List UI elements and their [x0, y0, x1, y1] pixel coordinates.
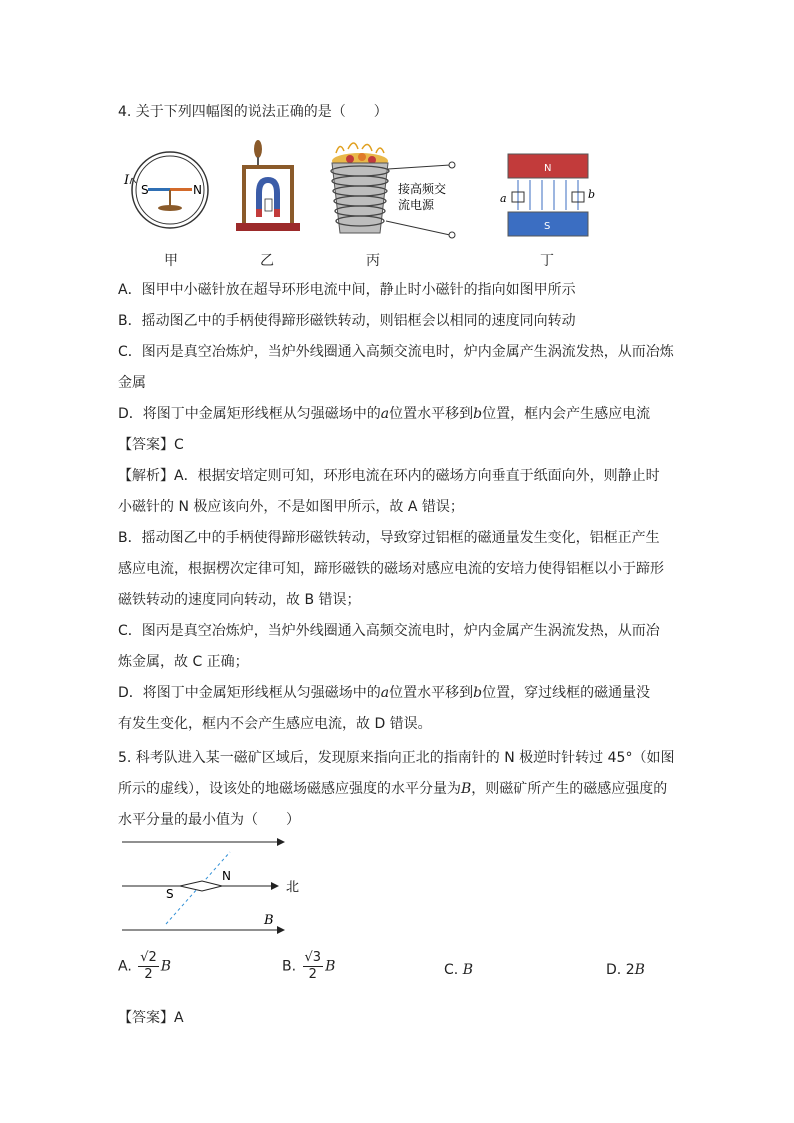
figure-bing-induction-furnace [318, 135, 488, 243]
fig-bing-source-line1: 接高频交 [398, 182, 447, 196]
q4-option-a: A．图甲中小磁针放在超导环形电流中间，静止时小磁针的指向如图甲所示 [118, 282, 576, 298]
q5-stem-line1: 5. 科考队进入某一磁矿区域后，发现原来指向正北的指南针的 N 极逆时针转过 45°（如图 [118, 750, 675, 766]
caption-ding: 丁 [540, 253, 554, 269]
q5-option-d [606, 960, 645, 980]
q4-ex8-post: 位置，穿过线框的磁通量没 [482, 685, 651, 701]
fig-ding-a-label: a [500, 192, 507, 205]
q5-option-c-label: C. [444, 962, 459, 978]
fig-jia-current-label: I [124, 173, 130, 188]
q4-answer: 【答案】C [118, 437, 184, 453]
q5-option-c-B: B [462, 962, 473, 978]
q4-stem: 4. 关于下列四幅图的说法正确的是（ ） [118, 104, 388, 120]
q5-option-b-fraction [303, 950, 324, 983]
q4-option-c-line2: 金属 [118, 375, 146, 391]
q5-option-d-val: 2 [625, 962, 635, 978]
fig-ding-n-label: N [544, 163, 552, 174]
q4-ex8-mid: 位置水平移到 [389, 685, 474, 701]
q4-ex8-a: a [380, 685, 390, 701]
q5-option-a [118, 950, 171, 983]
q4-option-d-a: a [380, 406, 390, 422]
q5-stem-line3: 水平分量的最小值为（ ） [118, 812, 300, 828]
q4-explanation-line9: 有发生变化，框内不会产生感应电流，故 D 错误。 [118, 716, 432, 732]
figure-yi-horseshoe-magnet [232, 135, 304, 240]
fig-ding-b-label: b [588, 188, 596, 201]
q4-ex8-b: b [473, 685, 483, 701]
caption-yi: 乙 [260, 253, 274, 269]
q5-option-c [444, 960, 473, 980]
caption-jia: 甲 [164, 253, 178, 269]
q5-option-b [282, 950, 335, 983]
q4-explanation-line7: 炼金属，故 C 正确； [118, 654, 249, 670]
fig-bing-source-line2: 流电源 [398, 198, 435, 212]
q5-stem-line2-pre: 所示的虚线），设该处的地磁场磁感应强度的水平分量为 [118, 781, 461, 797]
q4-option-c-line1: C．图丙是真空冶炼炉，当炉外线圈通入高频交流电时，炉内金属产生涡流发热，从而冶炼 [118, 344, 674, 360]
q4-option-d-mid: 位置水平移到 [389, 406, 474, 422]
fig-q5-s-label: S [166, 887, 174, 901]
q4-explanation-line5: 磁铁转动的速度同向转动，故 B 错误； [118, 592, 361, 608]
q4-option-d-pre: D．将图丁中金属矩形线框从匀强磁场中的 [118, 406, 381, 422]
q4-option-d [118, 404, 650, 424]
q5-stem-line2 [118, 779, 667, 799]
q4-option-d-b: b [473, 406, 483, 422]
q4-explanation-line4: 感应电流，根据楞次定律可知，蹄形磁铁的磁场对感应电流的安培力使得铝框以小于蹄形 [118, 561, 664, 577]
figure-jia-ring-current [118, 148, 223, 238]
q4-explanation-line1: 【解析】A．根据安培定则可知，环形电流在环内的磁场方向垂直于纸面向外，则静止时 [118, 468, 660, 484]
q4-option-d-post: 位置，框内会产生感应电流 [482, 406, 651, 422]
fig-q5-b-label: B [264, 913, 274, 928]
fig-q5-north-label: 北 [286, 880, 300, 895]
q5-option-a-den: 2 [144, 967, 153, 982]
q4-explanation-line6: C．图丙是真空冶炼炉，当炉外线圈通入高频交流电时，炉内金属产生涡流发热，从而冶 [118, 623, 660, 639]
q5-option-d-B: B [634, 962, 645, 978]
q5-option-a-label: A. [118, 958, 132, 975]
fig-ding-s-label: S [544, 221, 551, 232]
q4-ex8-pre: D．将图丁中金属矩形线框从匀强磁场中的 [118, 685, 381, 701]
q5-option-d-label: D. [606, 962, 622, 978]
q5-option-b-B: B [325, 958, 336, 975]
q5-stem-line2-B: B [461, 781, 472, 797]
q4-explanation-line2: 小磁针的 N 极应该向外，不是如图甲所示，故 A 错误； [118, 499, 464, 515]
q5-option-b-den: 2 [308, 967, 317, 982]
q5-stem-line2-post: ，则磁矿所产生的磁感应强度的 [471, 781, 668, 797]
q4-explanation-line8 [118, 683, 650, 703]
fig-q5-n-label: N [222, 869, 231, 883]
q4-option-b: B．摇动图乙中的手柄使得蹄形磁铁转动，则铝框会以相同的速度同向转动 [118, 313, 576, 329]
q5-option-b-label: B. [282, 958, 297, 975]
q5-option-b-num: √3 [304, 950, 322, 965]
figure-ding-magnetic-field [498, 148, 598, 240]
fig-jia-s-label: S [141, 183, 149, 197]
q5-answer: 【答案】A [118, 1010, 184, 1026]
fig-jia-n-label: N [193, 183, 202, 197]
q5-option-a-B: B [160, 958, 172, 975]
figure-q5-compass [118, 830, 318, 936]
q5-option-a-num: √2 [140, 950, 157, 965]
q4-explanation-line3: B．摇动图乙中的手柄使得蹄形磁铁转动，导致穿过铝框的磁通量发生变化，铝框正产生 [118, 530, 660, 546]
q5-option-a-fraction [138, 950, 159, 983]
caption-bing: 丙 [366, 253, 380, 269]
